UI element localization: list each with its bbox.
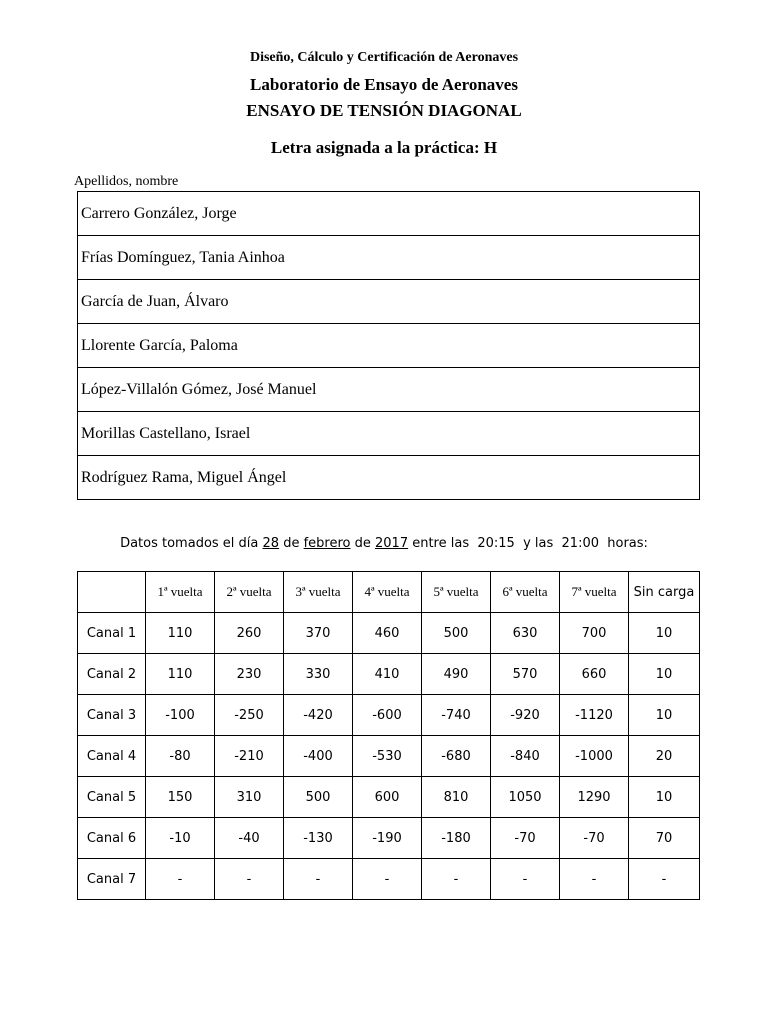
test-title: ENSAYO DE TENSIÓN DIAGONAL <box>246 101 522 120</box>
date-prefix: Datos tomados el día <box>120 536 263 551</box>
row-label: Canal 5 <box>78 777 146 818</box>
students-table <box>77 191 700 500</box>
table-header-row <box>78 572 700 613</box>
reading-cell: -10 <box>146 818 215 859</box>
reading-cell: -100 <box>146 695 215 736</box>
reading-cell: 460 <box>353 613 422 654</box>
column-header: Sin carga <box>629 572 700 613</box>
date-month: febrero <box>303 536 351 551</box>
column-header: 7ª vuelta <box>560 572 629 613</box>
reading-cell: -840 <box>491 736 560 777</box>
student-name: Llorente García, Paloma <box>78 324 700 368</box>
column-header: 1ª vuelta <box>146 572 215 613</box>
reading-cell: 150 <box>146 777 215 818</box>
column-header: 5ª vuelta <box>422 572 491 613</box>
student-name: López-Villalón Gómez, José Manuel <box>78 368 700 412</box>
reading-cell: -920 <box>491 695 560 736</box>
reading-cell: 810 <box>422 777 491 818</box>
reading-cell: - <box>353 859 422 900</box>
reading-cell: 230 <box>215 654 284 695</box>
reading-cell: - <box>629 859 700 900</box>
date-day: 28 <box>262 536 280 551</box>
reading-cell: 10 <box>629 654 700 695</box>
reading-cell: 10 <box>629 777 700 818</box>
student-row <box>78 324 700 368</box>
reading-cell: -130 <box>284 818 353 859</box>
date-time-range: entre las 20:15 y las 21:00 horas: <box>408 536 648 551</box>
column-header: 3ª vuelta <box>284 572 353 613</box>
reading-cell: -180 <box>422 818 491 859</box>
reading-cell: 500 <box>422 613 491 654</box>
table-row <box>78 695 700 736</box>
reading-cell: 10 <box>629 695 700 736</box>
reading-cell: -190 <box>353 818 422 859</box>
reading-cell: -70 <box>560 818 629 859</box>
reading-cell: -40 <box>215 818 284 859</box>
reading-cell: 1290 <box>560 777 629 818</box>
table-row <box>78 736 700 777</box>
reading-cell: - <box>215 859 284 900</box>
student-name: Carrero González, Jorge <box>78 192 700 236</box>
reading-cell: -80 <box>146 736 215 777</box>
reading-cell: -530 <box>353 736 422 777</box>
lab-title: Laboratorio de Ensayo de Aeronaves <box>250 75 518 94</box>
assigned-letter: Letra asignada a la práctica: H <box>270 138 498 157</box>
reading-cell: 700 <box>560 613 629 654</box>
column-header: 2ª vuelta <box>215 572 284 613</box>
student-row <box>78 280 700 324</box>
table-row <box>78 859 700 900</box>
student-name: Frías Domínguez, Tania Ainhoa <box>78 236 700 280</box>
student-row <box>78 412 700 456</box>
reading-cell: 410 <box>353 654 422 695</box>
reading-cell: -210 <box>215 736 284 777</box>
row-label: Canal 6 <box>78 818 146 859</box>
reading-cell: 70 <box>629 818 700 859</box>
reading-cell: 370 <box>284 613 353 654</box>
reading-cell: 20 <box>629 736 700 777</box>
table-row <box>78 654 700 695</box>
reading-cell: -1120 <box>560 695 629 736</box>
reading-cell: -1000 <box>560 736 629 777</box>
data-date-line <box>0 536 768 551</box>
reading-cell: 10 <box>629 613 700 654</box>
student-name: García de Juan, Álvaro <box>78 280 700 324</box>
student-row <box>78 456 700 500</box>
reading-cell: 490 <box>422 654 491 695</box>
row-label: Canal 4 <box>78 736 146 777</box>
reading-cell: - <box>284 859 353 900</box>
reading-cell: 570 <box>491 654 560 695</box>
reading-cell: 330 <box>284 654 353 695</box>
student-row <box>78 368 700 412</box>
reading-cell: -680 <box>422 736 491 777</box>
student-name: Rodríguez Rama, Miguel Ángel <box>78 456 700 500</box>
reading-cell: 1050 <box>491 777 560 818</box>
reading-cell: - <box>491 859 560 900</box>
reading-cell: - <box>146 859 215 900</box>
reading-cell: -600 <box>353 695 422 736</box>
reading-cell: - <box>422 859 491 900</box>
reading-cell: 260 <box>215 613 284 654</box>
reading-cell: -400 <box>284 736 353 777</box>
row-label: Canal 3 <box>78 695 146 736</box>
column-header: 4ª vuelta <box>353 572 422 613</box>
reading-cell: -250 <box>215 695 284 736</box>
readings-body <box>78 613 700 900</box>
row-label: Canal 7 <box>78 859 146 900</box>
reading-cell: -70 <box>491 818 560 859</box>
students-label: Apellidos, nombre <box>74 174 179 189</box>
date-de-1: de <box>279 536 304 551</box>
row-label: Canal 1 <box>78 613 146 654</box>
reading-cell: 660 <box>560 654 629 695</box>
table-row <box>78 613 700 654</box>
reading-cell: 110 <box>146 613 215 654</box>
student-name: Morillas Castellano, Israel <box>78 412 700 456</box>
reading-cell: 500 <box>284 777 353 818</box>
table-row <box>78 818 700 859</box>
reading-cell: - <box>560 859 629 900</box>
student-row <box>78 192 700 236</box>
date-de-2: de <box>350 536 375 551</box>
reading-cell: 600 <box>353 777 422 818</box>
student-row <box>78 236 700 280</box>
row-label: Canal 2 <box>78 654 146 695</box>
course-title: Diseño, Cálculo y Certificación de Aeronaves <box>249 50 519 65</box>
column-header: 6ª vuelta <box>491 572 560 613</box>
corner-cell <box>78 572 146 613</box>
reading-cell: 630 <box>491 613 560 654</box>
reading-cell: -740 <box>422 695 491 736</box>
table-row <box>78 777 700 818</box>
reading-cell: 110 <box>146 654 215 695</box>
reading-cell: 310 <box>215 777 284 818</box>
reading-cell: -420 <box>284 695 353 736</box>
readings-table <box>77 571 700 900</box>
date-year: 2017 <box>375 536 409 551</box>
